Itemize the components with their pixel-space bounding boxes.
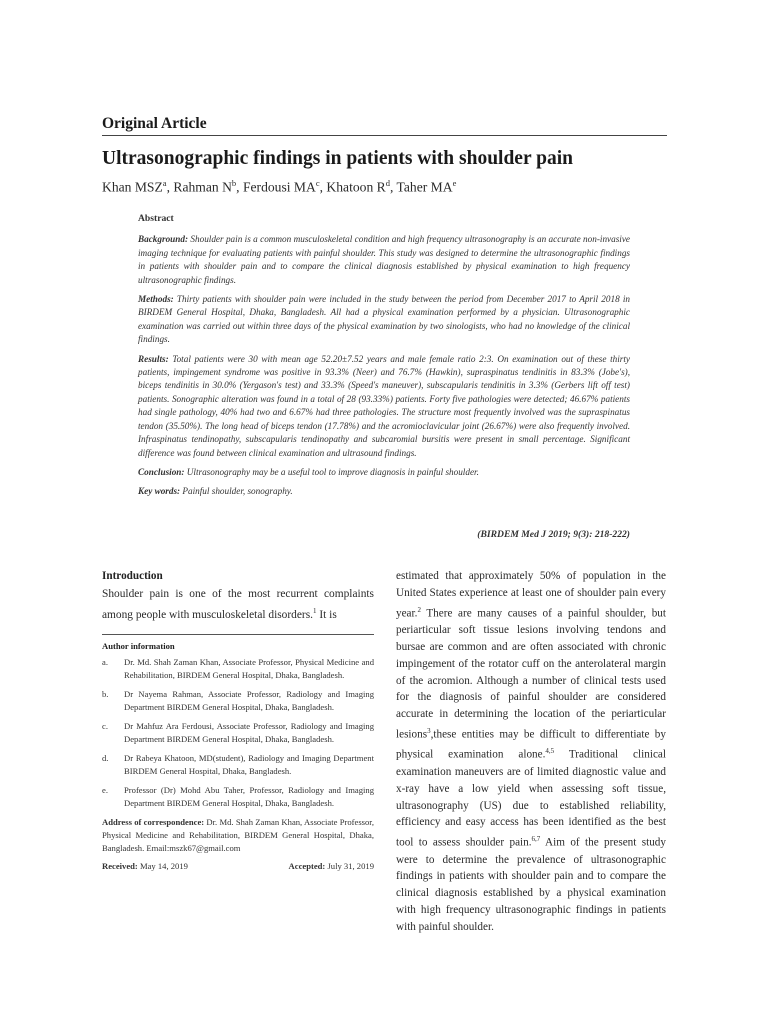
introduction-text-right — [396, 568, 666, 936]
correspondence — [102, 816, 374, 855]
abstract-background — [138, 233, 630, 287]
affiliation-text: Dr Nayema Rahman, Associate Professor, Radiology and Imaging Department BIRDEM General Hospital, Dhaka, Bangladesh. — [124, 688, 374, 712]
introduction-heading: Introduction — [102, 570, 163, 582]
citation-ref: 4,5 — [545, 747, 555, 756]
affiliation-label: e. — [102, 784, 108, 795]
received-value: May 14, 2019 — [137, 860, 188, 871]
intro-text-segment: There are many causes of a painful shoulder, but periarticular soft tissue lesions involving tendons and bursae are common and are often associated with chronic impingement of the rotator cuff on the anterolateral margin of the acromion. Although a number of clinical tests used for the diagnosis of painful shoulder are considered accurate in determining the location of the periarticular lesions — [396, 607, 666, 741]
author-name: Taher MA — [396, 179, 453, 195]
affiliation-item — [102, 752, 374, 778]
affiliation-text: Dr Mahfuz Ara Ferdousi, Associate Professor, Radiology and Imaging Department BIRDEM General Hospital, Dhaka, Bangladesh. — [124, 720, 374, 744]
section-label: Original Article — [102, 115, 207, 132]
methods-label: Methods: — [138, 294, 174, 305]
intro-text-segment: Aim of the present study were to determine the prevalence of ultrasonographic findings in patients with shoulder pain and to compare the clinical diagnosis established by a physical examination with high frequency ultrasonographic findings in patients with painful shoulder. — [396, 836, 666, 933]
intro-left-tail: It is — [316, 608, 337, 621]
author-info-heading: Author information — [102, 640, 175, 651]
abstract-results — [138, 353, 630, 460]
conclusion-label: Conclusion: — [138, 466, 185, 477]
intro-text-segment: Traditional clinical examination maneuvers are of limited diagnostic value and x-ray have a low yield when assessing soft tissue, ultrasonography (US) due to established reliability, efficiency and easy access has been identified as the best tool to assess shoulder pain. — [396, 749, 666, 849]
affiliation-text: Dr Rabeya Khatoon, MD(student), Radiology and Imaging Department BIRDEM General Hospital, Dhaka, Bangladesh. — [124, 752, 374, 776]
accepted-label: Accepted: — [288, 860, 326, 871]
header-divider — [102, 135, 667, 136]
dates-row — [102, 861, 374, 871]
keywords-label: Key words: — [138, 486, 181, 497]
author-name: Rahman N — [173, 179, 232, 195]
intro-text-segment: ,these entities may be difficult to differentiate by physical examination alone. — [396, 728, 666, 762]
journal-citation: (BIRDEM Med J 2019; 9(3): 218-222) — [477, 529, 630, 540]
abstract — [138, 212, 630, 505]
author-name: Khan MSZ — [102, 179, 163, 195]
keywords-text: Painful shoulder, sonography. — [182, 486, 293, 497]
affiliation-label: c. — [102, 720, 108, 731]
affiliation-label: d. — [102, 752, 109, 763]
author-affiliation-marker: b — [231, 178, 237, 188]
correspondence-text: Dr. Md. Shah Zaman Khan, Associate Professor, Physical Medicine and Rehabilitation, BIRDEM General Hospital, Dhaka, Bangladesh. Email:mszk67@gmail.com — [102, 816, 374, 853]
affiliation-item — [102, 688, 374, 714]
background-label: Background: — [138, 234, 189, 245]
author-affiliation-marker: d — [385, 178, 390, 188]
ref-1: 1 — [313, 607, 317, 615]
methods-text: Thirty patients with shoulder pain were included in the study between the period from December 2017 to April 2018 in BIRDEM General Hospital, Dhaka, Bangladesh. All had a physical examination performed by a physician. Ultrasonographic examination was carried out within three days of the physical examination by two sinologists, who had no knowledge of the clinical findings. — [138, 294, 630, 345]
author-affiliation-marker: e — [452, 178, 457, 188]
affiliation-item — [102, 656, 374, 682]
background-text: Shoulder pain is a common musculoskeletal condition and high frequency ultrasonography is an accurate non-invasive imaging technique for evaluating patients with painful shoulder. This study was designed to determine the ultrasonographic findings in patients with shoulder pain and to compare the clinical diagnosis established by physical examination to high frequency ultrasonographic findings. — [138, 234, 630, 285]
author-list: Khan MSZ$^a$, Rahman $N^b$, Ferdousi $MA^c$, Khatoon $R^d$, Taher $MA^e$ — [102, 178, 457, 195]
accepted-value: July 31, 2019 — [325, 860, 374, 871]
author-info-divider — [102, 634, 374, 635]
abstract-methods — [138, 293, 630, 347]
conclusion-text: Ultrasonography may be a useful tool to improve diagnosis in painful shoulder. — [186, 466, 479, 477]
citation-ref: 6,7 — [531, 835, 541, 844]
received-label: Received: — [102, 860, 138, 871]
affiliation-label: b. — [102, 688, 109, 699]
introduction-text-left — [102, 586, 374, 624]
affiliation-text: Professor (Dr) Mohd Abu Taher, Professor, Radiology and Imaging Department BIRDEM General Hospital, Dhaka, Bangladesh. — [124, 784, 374, 808]
affiliation-list — [102, 656, 374, 810]
accepted-date — [289, 861, 374, 871]
affiliation-label: a. — [102, 656, 108, 667]
intro-text-segment: estimated that approximately 50% of population in the United States experience at least one of shoulder pain every year. — [396, 570, 666, 620]
author-affiliation-marker: c — [315, 178, 320, 188]
author-affiliation-marker: a — [162, 178, 167, 188]
citation-ref: 2 — [417, 605, 421, 614]
affiliation-item — [102, 720, 374, 746]
affiliation-item — [102, 784, 374, 810]
results-text: Total patients were 30 with mean age 52.20±7.52 years and male female ratio 2:3. On examination out of these thirty patients, impingement syndrome was positive in 93.3% (Neer) and 76.7% (Hawkin), supraspinatus tendinitis in 83.3% (Jobe's), biceps tendinitis in 30.0% (Yergason's test) and 33.3% (Speed's maneuver), subscapularis tendinitis in 3.3% (Gerbers lift off test) patients. Sonographic alteration was found in a total of 28 (93.33%) patients. Forty five pathologies were detected; 46.67% patients had single pathology, 40% had two and 6.67% had three pathologies. The structure most frequently involved was the supraspinatus tendon (35.50%). The long head of biceps tendon (17.78%) and the acromioclavicular joint (26.67%) were also frequently involved. Infraspinatus tendinopathy, subscapularis tendinopathy and subcaromial bursitis were present in small percentage. Significant difference was found between clinical examination and ultrasound findings. — [138, 353, 631, 458]
citation-ref: 3 — [427, 726, 431, 735]
affiliation-text: Dr. Md. Shah Zaman Khan, Associate Professor, Physical Medicine and Rehabilitation, BIRDEM General Hospital, Dhaka, Bangladesh. — [124, 656, 374, 680]
correspondence-label: Address of correspondence: — [102, 816, 205, 827]
abstract-conclusion — [138, 466, 630, 479]
abstract-keywords — [138, 485, 630, 498]
intro-left-text: Shoulder pain is one of the most recurrent complaints among people with musculoskeletal disorders. — [102, 588, 374, 621]
abstract-heading: Abstract — [138, 213, 174, 224]
author-name: Ferdousi MA — [242, 179, 316, 195]
author-name: Khatoon R — [326, 179, 386, 195]
results-label: Results: — [138, 353, 169, 364]
left-column — [102, 570, 374, 871]
article-title: Ultrasonographic findings in patients with shoulder pain — [102, 148, 573, 169]
received-date — [102, 861, 188, 871]
